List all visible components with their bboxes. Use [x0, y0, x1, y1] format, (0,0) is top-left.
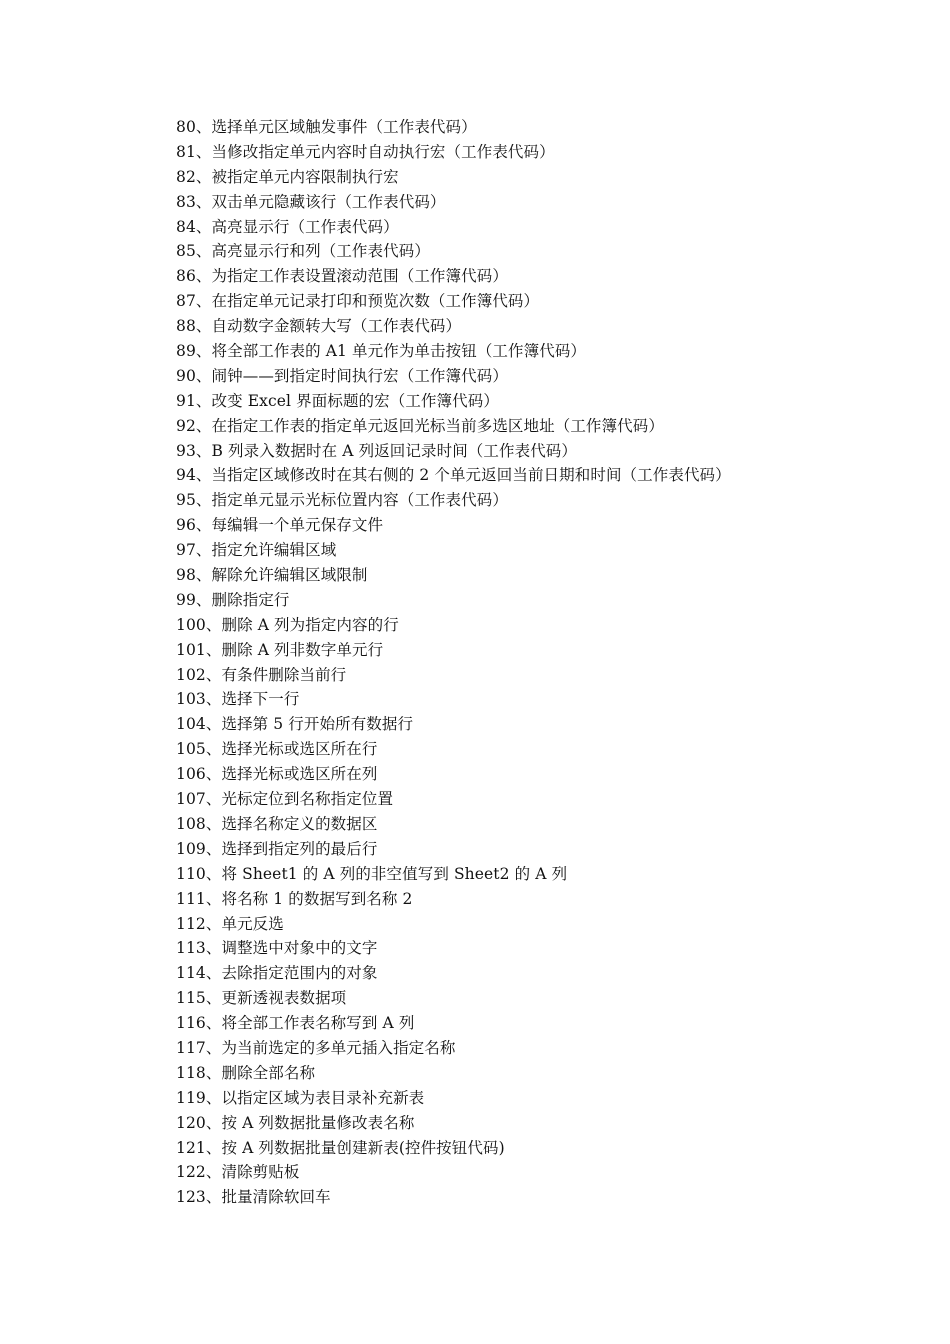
- list-item: 82、被指定单元内容限制执行宏: [176, 167, 399, 186]
- list-item: 116、将全部工作表名称写到 A 列: [176, 1014, 415, 1033]
- list-item: 106、选择光标或选区所在列: [176, 765, 378, 784]
- list-item: 94、当指定区域修改时在其右侧的 2 个单元返回当前日期和时间（工作表代码）: [176, 466, 731, 485]
- list-item: 111、将名称 1 的数据写到名称 2: [176, 889, 413, 908]
- list-item: 105、选择光标或选区所在行: [176, 740, 378, 759]
- list-item: 120、按 A 列数据批量修改表名称: [176, 1113, 415, 1132]
- list-item: 101、删除 A 列非数字单元行: [176, 640, 384, 659]
- list-item: 103、选择下一行: [176, 690, 300, 709]
- list-item: 107、光标定位到名称指定位置: [176, 790, 394, 809]
- list-item: 110、将 Sheet1 的 A 列的非空值写到 Sheet2 的 A 列: [176, 864, 568, 883]
- toc-list: [176, 115, 731, 1210]
- list-item: 97、指定允许编辑区域: [176, 541, 337, 560]
- list-item: 86、为指定工作表设置滚动范围（工作簿代码）: [176, 267, 508, 286]
- list-item: 89、将全部工作表的 A1 单元作为单击按钮（工作簿代码）: [176, 342, 587, 361]
- list-item: 80、选择单元区域触发事件（工作表代码）: [176, 118, 477, 136]
- list-item: 90、闹钟——到指定时间执行宏（工作簿代码）: [176, 366, 508, 385]
- list-item: 96、每编辑一个单元保存文件: [176, 516, 384, 535]
- list-item: 85、高亮显示行和列（工作表代码）: [176, 242, 430, 261]
- list-item: 91、改变 Excel 界面标题的宏（工作簿代码）: [176, 391, 499, 410]
- list-item: 92、在指定工作表的指定单元返回光标当前多选区地址（工作簿代码）: [176, 416, 664, 435]
- list-item: 102、有条件删除当前行: [176, 665, 347, 684]
- list-item: 95、指定单元显示光标位置内容（工作表代码）: [176, 491, 508, 510]
- list-item: 122、清除剪贴板: [176, 1163, 300, 1182]
- list-item: 100、删除 A 列为指定内容的行: [176, 615, 399, 634]
- list-item: 109、选择到指定列的最后行: [176, 839, 378, 858]
- list-item: 84、高亮显示行（工作表代码）: [176, 217, 399, 236]
- list-item: 112、单元反选: [176, 914, 284, 933]
- list-item: 123、批量清除软回车: [176, 1188, 331, 1207]
- list-item: 108、选择名称定义的数据区: [176, 814, 378, 833]
- list-item: 113、调整选中对象中的文字: [176, 939, 378, 958]
- list-item: 88、自动数字金额转大写（工作表代码）: [176, 317, 462, 336]
- list-item: 119、以指定区域为表目录补充新表: [176, 1088, 425, 1107]
- list-item: 87、在指定单元记录打印和预览次数（工作簿代码）: [176, 292, 540, 311]
- list-item: 115、更新透视表数据项: [176, 989, 347, 1008]
- list-item: 118、删除全部名称: [176, 1063, 316, 1082]
- list-item: 83、双击单元隐藏该行（工作表代码）: [176, 192, 446, 211]
- list-item: 98、解除允许编辑区域限制: [176, 566, 368, 585]
- list-item: 104、选择第 5 行开始所有数据行: [176, 715, 414, 734]
- list-item: 99、删除指定行: [176, 590, 290, 609]
- list-item: 114、去除指定范围内的对象: [176, 964, 378, 983]
- list-item: 81、当修改指定单元内容时自动执行宏（工作表代码）: [176, 142, 555, 161]
- list-item: 93、B 列录入数据时在 A 列返回记录时间（工作表代码）: [176, 441, 577, 460]
- list-item: 121、按 A 列数据批量创建新表(控件按钮代码): [176, 1138, 505, 1157]
- list-item: 117、为当前选定的多单元插入指定名称: [176, 1038, 456, 1057]
